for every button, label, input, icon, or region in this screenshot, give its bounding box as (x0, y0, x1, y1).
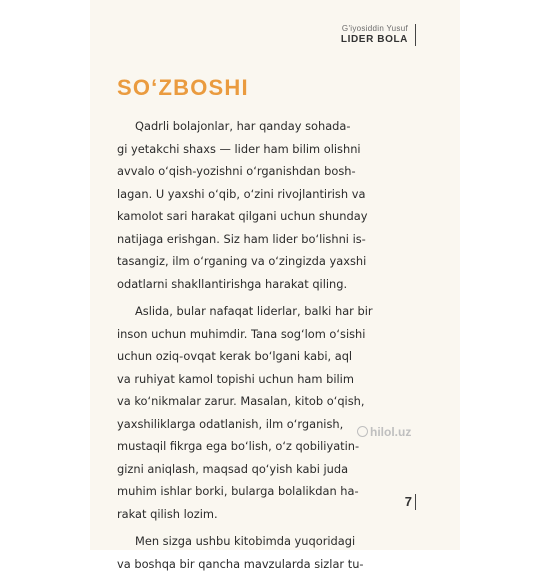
text-line: va boshqa bir qancha mavzularda sizlar tu- (117, 556, 364, 571)
text-line: gi yetakchi shaxs — lider ham bilim olishni (117, 141, 361, 156)
text-line: rakat qilish lozim. (117, 506, 218, 521)
paragraph-2 (117, 300, 427, 525)
text-line: odatlarni shakllantirishga harakat qiling. (117, 276, 348, 291)
paragraph-1 (117, 115, 427, 295)
text-line: kamolot sari harakat qilgani uchun shunday (117, 209, 368, 223)
page-number-divider (415, 494, 416, 510)
chapter-heading: SO‘ZBOSHI (117, 75, 249, 100)
text-line: Men sizga ushbu kitobimda yuqoridagi (135, 534, 356, 548)
paragraph-3 (117, 530, 427, 575)
text-line: mustaqil fikrga ega bo‘lish, o‘z qobiliyatin- (117, 439, 360, 453)
text-line: uchun oziq-ovqat kerak bo‘lgani kabi, aql (117, 349, 353, 363)
text-line: gizni aniqlash, maqsad qo‘yish kabi juda (117, 461, 349, 476)
text-line: muhim ishlar borki, bularga bolalikdan ha- (117, 484, 359, 498)
header-author: G'iyosiddin Yusuf (341, 24, 408, 33)
text-line: va ruhiyat kamol topishi uchun ham bilim (117, 371, 354, 386)
page-number: 7 (404, 494, 412, 509)
text-line: va ko‘nikmalar zarur. Masalan, kitob o‘qish, (117, 394, 365, 408)
text-line: yaxshiliklarga odatlanish, ilm o‘rganish, (117, 416, 344, 431)
text-line: Aslida, bular nafaqat liderlar, balki har bir (135, 304, 373, 318)
running-header (341, 24, 408, 46)
text-line: tasangiz, ilm o‘rganing va o‘zingizda yaxshi (117, 254, 367, 268)
hilol-logo-icon (357, 426, 368, 437)
text-line: natijaga erishgan. Siz ham lider bo‘lishni is- (117, 231, 366, 246)
body-text (117, 115, 427, 580)
watermark-text: hilol.uz (370, 425, 412, 439)
header-book-title: LIDER BOLA (340, 34, 408, 45)
text-line: avvalo o‘qish-yozishni o‘rganishdan bosh- (117, 164, 356, 178)
text-line: lagan. U yaxshi o‘qib, o‘zini rivojlantirish va (117, 186, 366, 201)
book-page (90, 0, 460, 571)
text-line: Qadrli bolajonlar, har qanday sohada- (135, 119, 351, 133)
text-line: inson uchun muhimdir. Tana sog‘lom o‘sishi (117, 326, 366, 341)
watermark (357, 425, 411, 439)
header-divider (415, 24, 416, 46)
